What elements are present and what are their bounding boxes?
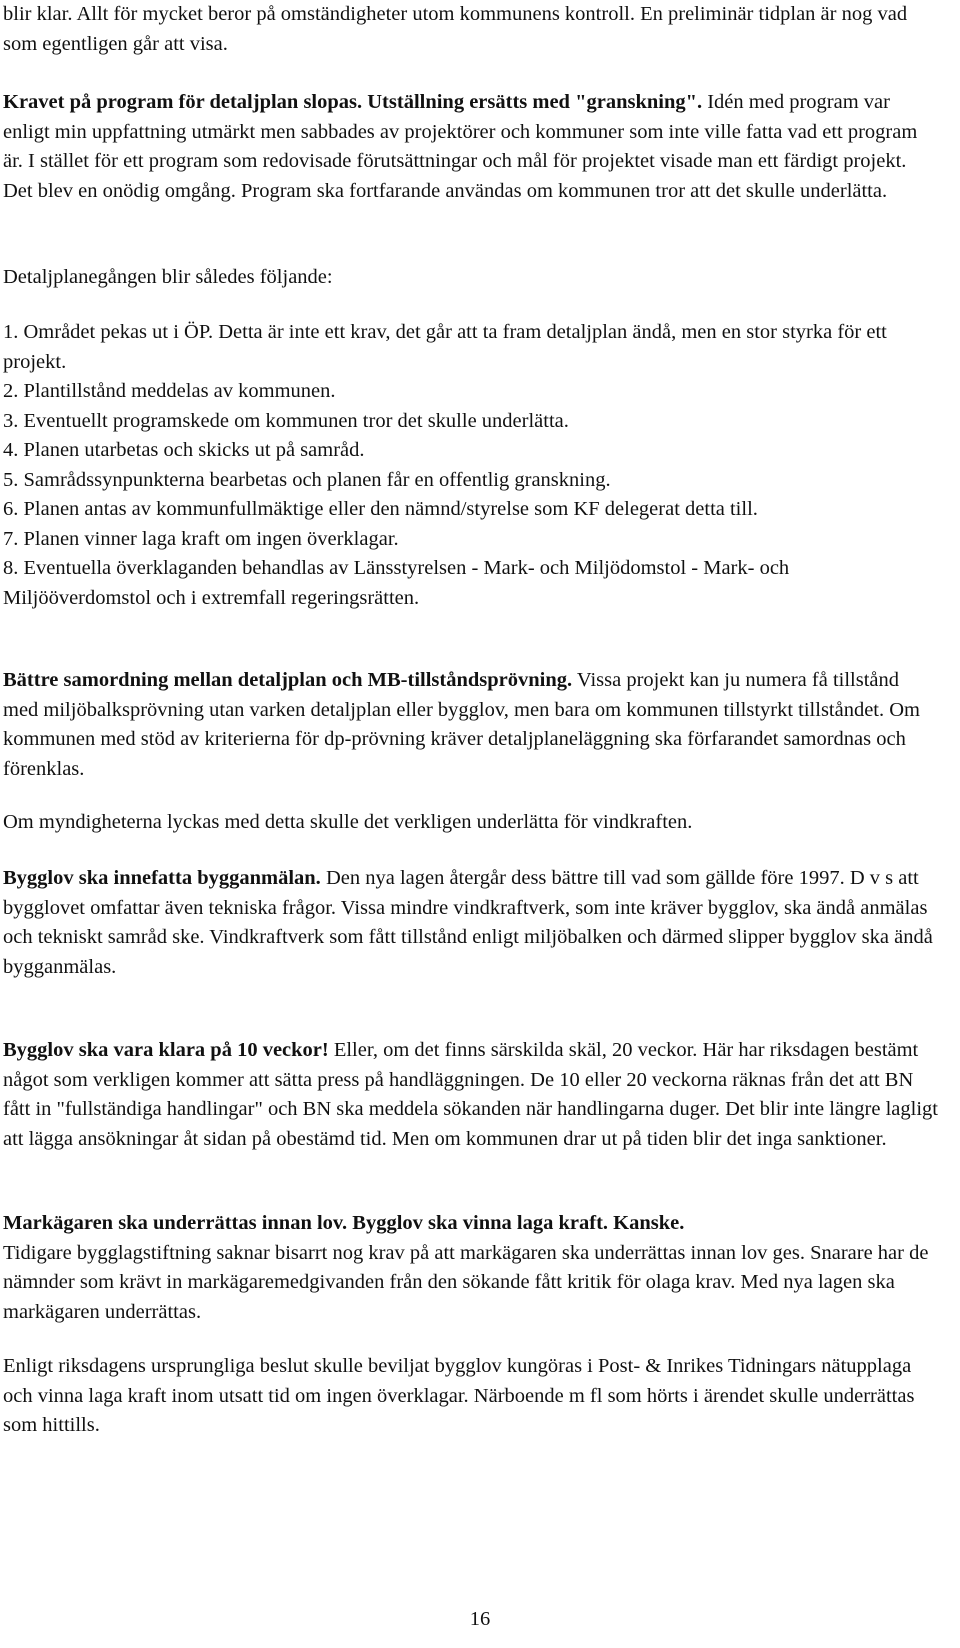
list-item: 1. Området pekas ut i ÖP. Detta är inte ett krav, det går att ta fram detaljplan ändå, men en stor styrka för ett projekt.	[3, 321, 887, 373]
paragraph-heading: Bygglov ska innefatta bygganmälan.	[3, 867, 321, 889]
list-item: 6. Planen antas av kommunfullmäktige eller den nämnd/styrelse som KF delegerat detta till.	[3, 498, 758, 520]
paragraph-text	[3, 88, 938, 206]
paragraph-program-requirement	[3, 88, 938, 206]
list-item: 4. Planen utarbetas och skicks ut på samråd.	[3, 439, 365, 461]
detail-plan-steps-list	[3, 318, 938, 613]
paragraph-heading: Bygglov ska vara klara på 10 veckor!	[3, 1039, 329, 1061]
list-item: 3. Eventuellt programskede om kommunen tror det skulle underlätta.	[3, 409, 569, 432]
paragraph-text: Enligt riksdagens ursprungliga beslut skulle beviljat bygglov kungöras i Post- & Inrikes Tidningars nätupplaga och vinna laga kraft inom utsatt tid om ingen överklagar. Närboende m fl som hörts i ärendet skulle underrättas som hittills.	[3, 1355, 915, 1436]
paragraph-body: Tidigare bygglagstiftning saknar bisarrt nog krav på att markägaren ska underrättas innan lov ges. Snarare har de nämnder som krävt in markägaremedgivanden från den sökande fått kritik för olaga krav. Med nya lagen ska markägaren underrättas.	[3, 1241, 929, 1323]
paragraph-heading-text: Markägaren ska underrättas innan lov. Bygglov ska vinna laga kraft. Kanske.	[3, 1212, 685, 1234]
paragraph-riksdag-decision	[3, 1352, 938, 1441]
paragraph-heading: Kravet på program för detaljplan slopas. Utställning ersätts med "granskning".	[3, 91, 703, 113]
paragraph-coordination	[3, 666, 938, 784]
paragraph-ten-weeks	[3, 1036, 938, 1154]
paragraph-text: Detaljplanegången blir således följande:	[3, 266, 333, 288]
paragraph-text	[3, 864, 938, 982]
paragraph-body: Den nya lagen återgår dess bättre till vad som gällde före 1997. D v s att bygglovet omfattar även tekniska frågor. Vissa mindre vindkraftverk, som inte kräver bygglov, ska ändå anmälas och tekniskt samråd ske. Vindkraftverk som fått tillstånd enligt miljöbalken och därmed slipper bygglov ska ändå bygganmälas.	[3, 867, 933, 978]
list-item: 8. Eventuella överklaganden behandlas av Länsstyrelsen - Mark- och Miljödomstol - Mark- och Miljööverdomstol och i extremfall regeringsrätten.	[3, 557, 790, 609]
paragraph-building-permit-notification	[3, 864, 938, 982]
paragraph-intro-continuation	[3, 0, 938, 59]
list-item: 5. Samrådssynpunkterna bearbetas och planen får en offentlig granskning.	[3, 468, 611, 491]
paragraph-body: Eller, om det finns särskilda skäl, 20 veckor. Här har riksdagen bestämt något som verkligen kommer att sätta press på handläggningen. De 10 eller 20 veckorna räknas från det att BN fått in "fullständiga handlingar" och BN ska meddela sökanden när handlingarna duger. Det blir inte längre lagligt att lägga ansökningar åt sidan på obestämd tid. Men om kommunen drar ut på tiden blir det inga sanktioner.	[3, 1039, 938, 1150]
paragraph-authorities	[3, 808, 938, 838]
paragraph-text: Om myndigheterna lyckas med detta skulle det verkligen underlätta för vindkraften.	[3, 811, 693, 833]
paragraph-landowner	[3, 1209, 938, 1327]
paragraph-heading: Bättre samordning mellan detaljplan och MB-tillståndsprövning.	[3, 669, 573, 691]
paragraph-text	[3, 666, 938, 784]
page-number: 16	[469, 1608, 491, 1630]
paragraph-text: blir klar. Allt för mycket beror på omständigheter utom kommunens kontroll. En preliminär tidplan är nog vad som egentligen går att visa.	[3, 3, 908, 55]
paragraph-body: Vissa projekt kan ju numera få tillstånd med miljöbalksprövning utan varken detaljplan eller bygglov, men bara om kommunen tillstyrkt tillståndet. Om kommunen med stöd av kriterierna för dp-prövning kräver detaljplaneläggning ska förfarandet samordnas och förenklas.	[3, 669, 921, 780]
paragraph-body: Idén med program var enligt min uppfattning utmärkt men sabbades av projektörer och kommuner som inte ville fatta vad ett program är. I stället för ett program som redovisade förutsättningar och mål för projektet visade man ett färdigt projekt. Det blev en onödig omgång. Program ska fortfarande användas om kommunen tror att det skulle underlätta.	[3, 91, 918, 202]
paragraph-text	[3, 1036, 938, 1154]
list-item: 7. Planen vinner laga kraft om ingen överklagar.	[3, 527, 399, 550]
list-item: 2. Plantillstånd meddelas av kommunen.	[3, 380, 336, 402]
paragraph-heading	[3, 1209, 938, 1239]
paragraph-process-intro	[3, 263, 938, 293]
